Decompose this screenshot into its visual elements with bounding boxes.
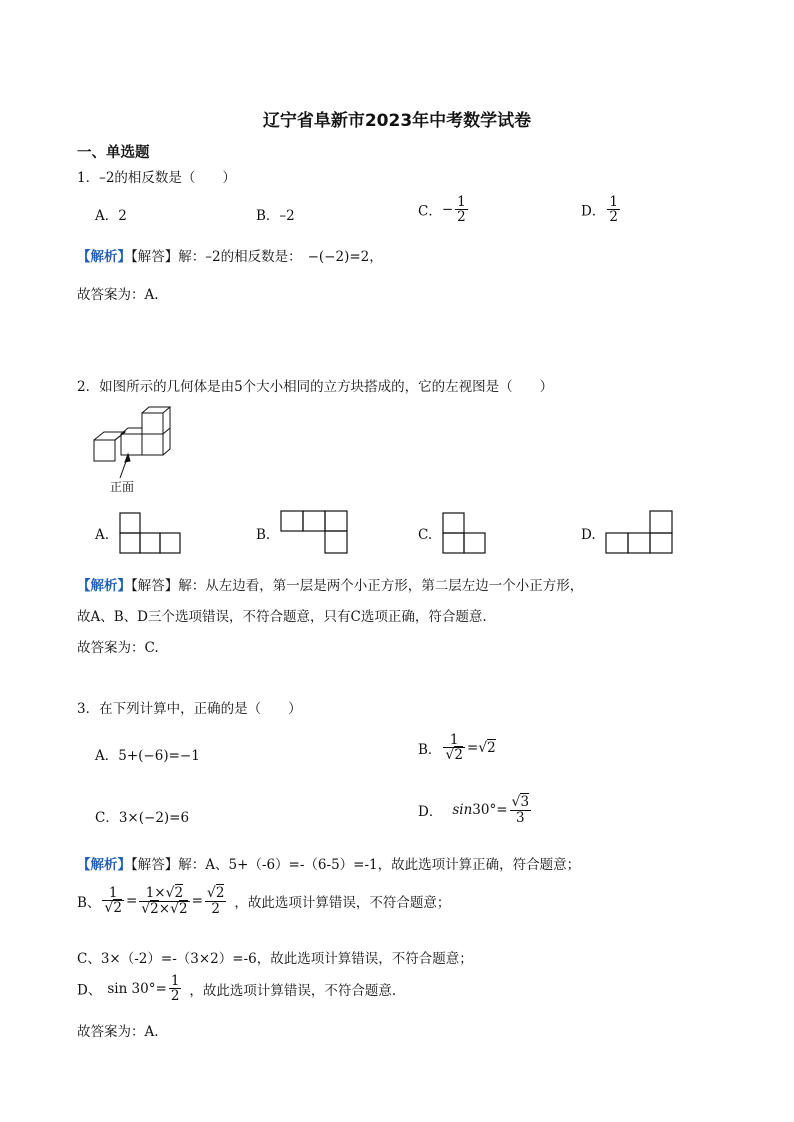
q3-option-b-rhs-radicand: 2	[487, 739, 496, 756]
sqrt-icon: √	[141, 900, 151, 917]
q1-option-d-label: D．	[581, 203, 606, 220]
q3-option-d-angle: 30°=	[472, 801, 508, 818]
q3-solution-b-frac1	[102, 886, 124, 916]
q1-answer: 故答案为：A.	[77, 287, 159, 303]
q2-option-d-label[interactable]: D.	[581, 527, 596, 543]
q3-option-b-eq: =	[466, 739, 479, 756]
q1-solution-tail: ，	[369, 249, 383, 265]
q2-option-c-label[interactable]: C.	[418, 527, 433, 543]
q1-option-d-fraction	[607, 195, 620, 224]
q2-stem: 2．如图所示的几何体是由5个大小相同的立方块搭成的，它的左视图是（ ）	[77, 379, 554, 395]
q3-option-c-label: C．	[95, 810, 119, 826]
q2-option-a-label[interactable]: A.	[95, 527, 110, 543]
section-heading: 一、单选题	[77, 145, 150, 161]
q3-option-b[interactable]	[418, 733, 496, 763]
radicand: 2	[174, 885, 184, 901]
q1-option-c-den: 2	[457, 209, 466, 226]
page-title: 辽宁省阜新市2023年中考数学试卷	[262, 111, 532, 131]
radicand: 2	[113, 900, 122, 917]
answer-tag: 【解答】	[131, 857, 179, 873]
radical	[170, 902, 188, 917]
sqrt-icon: √	[170, 900, 179, 917]
q3-stem: 3．在下列计算中，正确的是（ ）	[77, 701, 302, 717]
q3-solution-b-frac3	[205, 886, 227, 916]
q2-solution-line2: 故A、B、D三个选项错误，不符合题意，只有C选项正确，符合题意.	[77, 609, 487, 625]
radicand: 2	[150, 900, 159, 917]
q2-answer: 故答案为：C.	[77, 640, 159, 656]
q1-option-d-den: 2	[609, 209, 618, 226]
sqrt-icon: √	[104, 900, 114, 917]
q1-solution-math: −(−2)=2	[307, 249, 370, 265]
q3-solution-b-frac3-den: 2	[211, 900, 220, 917]
sqrt-icon: √	[511, 794, 521, 810]
q3-option-a-math: 5+(−6)=−1	[118, 748, 200, 764]
q3-option-d-fraction	[510, 795, 532, 825]
q3-option-b-label: B．	[418, 741, 442, 758]
q3-solution-b-frac2-den	[139, 902, 189, 917]
q3-option-c-math: 3×(−2)=6	[118, 810, 190, 826]
q3-option-c[interactable]	[95, 806, 189, 826]
q3-option-d-radicand: 3	[520, 794, 530, 810]
q3-option-d-label: D．	[418, 803, 443, 820]
q3-solution-b-frac1-den	[102, 901, 124, 916]
q3-option-b-fraction	[443, 733, 465, 763]
q2-solution-line1	[77, 574, 583, 594]
q3-answer: 故答案为：A.	[77, 1024, 159, 1040]
one-times: 1×	[145, 885, 166, 901]
q3-solution-d-fraction	[169, 974, 182, 1003]
q1-option-c-label: C．	[418, 203, 442, 220]
q3-option-d-sin: sin	[452, 801, 473, 818]
q2-option-b-label[interactable]: B.	[256, 527, 271, 543]
q3-solution-a	[77, 853, 580, 873]
q3-solution-b-frac1-num: 1	[102, 886, 124, 901]
q3-solution-b-tail: ，故此选项计算错误，不符合题意；	[234, 895, 451, 912]
q3-option-a-label: A．	[95, 748, 119, 764]
sqrt-icon: √	[206, 885, 216, 902]
q2-option-a-figure[interactable]	[118, 511, 184, 556]
radicand: 2	[179, 900, 188, 917]
q1-option-c-num: 1	[457, 194, 466, 210]
q3-solution-d-math: sin 30°=	[107, 980, 167, 997]
times: ×	[158, 900, 171, 917]
q3-solution-a-text: 解：A、5+（-6）=-（6-5）=-1，故此选项计算正确，符合题意；	[178, 857, 581, 873]
q3-option-a[interactable]	[95, 744, 200, 764]
q1-option-c-fraction	[455, 195, 468, 224]
q3-solution-d-num: 1	[170, 973, 180, 989]
q3-option-d[interactable]	[418, 795, 533, 825]
front-view-label: 正面	[110, 480, 135, 494]
radical	[141, 902, 159, 917]
sqrt-icon: √	[445, 747, 455, 764]
q3-option-b-num: 1	[443, 733, 465, 748]
q1-option-b[interactable]: B．–2	[256, 208, 295, 224]
q3-solution-b	[77, 886, 450, 916]
q1-solution-lead: 解：–2的相反数是：	[178, 249, 302, 265]
analysis-tag: 【解析】	[77, 578, 131, 594]
q3-option-d-den: 3	[515, 809, 525, 826]
q1-stem: 1．–2的相反数是（ ）	[77, 170, 236, 186]
answer-tag: 【解答】	[131, 249, 179, 265]
q3-option-b-den	[443, 748, 465, 763]
q3-solution-c: C、3×（-2）=-（3×2）=-6，故此选项计算错误，不符合题意；	[77, 951, 473, 967]
analysis-tag: 【解析】	[77, 249, 131, 265]
q2-option-d-figure[interactable]	[604, 509, 676, 557]
q3-solution-d	[77, 974, 396, 1003]
q1-option-c-sign: −	[441, 201, 454, 218]
radical	[166, 886, 184, 901]
q3-solution-b-frac2	[139, 886, 189, 916]
q3-solution-d-tail: ，故此选项计算错误，不符合题意.	[189, 982, 397, 999]
answer-tag: 【解答】	[131, 578, 179, 594]
q3-option-b-rhs	[478, 740, 496, 756]
q3-solution-d-label: D、	[77, 982, 102, 999]
q1-option-d-num: 1	[609, 194, 618, 210]
q1-option-a[interactable]: A．2	[95, 208, 127, 224]
q2-option-c-figure[interactable]	[441, 511, 489, 556]
q3-solution-b-label: B、	[77, 895, 101, 912]
equals: =	[191, 893, 203, 910]
q1-option-d[interactable]	[581, 195, 622, 224]
analysis-tag: 【解析】	[77, 857, 131, 873]
q3-solution-b-frac3-num	[205, 886, 227, 902]
q3-solution-d-den: 2	[170, 988, 180, 1005]
q2-solution-text1: 解：从左边看，第一层是两个小正方形，第二层左边一个小正方形，	[178, 578, 584, 594]
q2-option-b-figure[interactable]	[279, 509, 349, 557]
sqrt-icon: √	[478, 739, 488, 756]
sqrt-icon: √	[165, 885, 175, 901]
radicand: 2	[215, 885, 225, 902]
q1-solution	[77, 245, 383, 265]
equals: =	[125, 893, 138, 910]
q3-option-d-num	[510, 795, 532, 811]
q3-option-b-radicand: 2	[454, 747, 463, 764]
q1-option-c[interactable]	[418, 195, 470, 224]
